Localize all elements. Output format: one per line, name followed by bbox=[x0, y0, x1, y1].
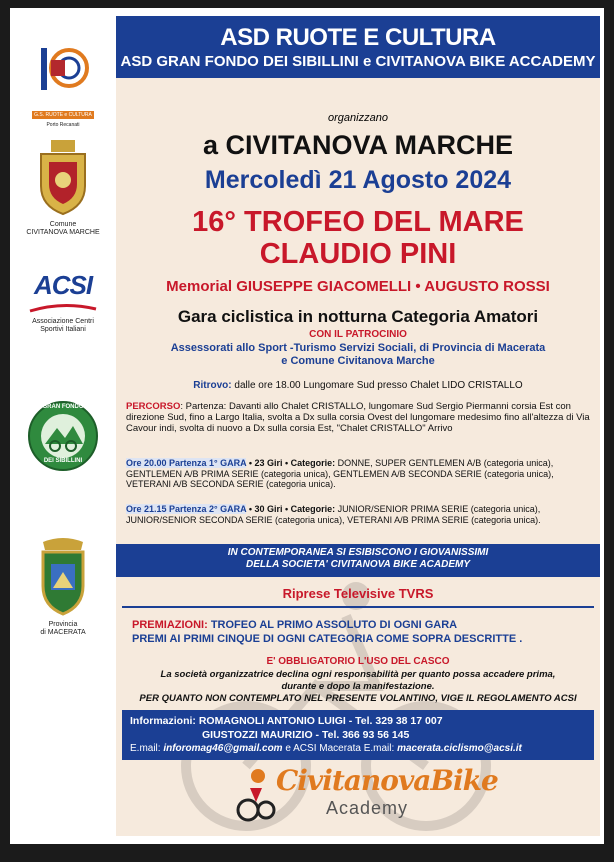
email-link-2[interactable]: macerata.ciclismo@acsi.it bbox=[397, 743, 522, 754]
comune-logo bbox=[10, 138, 116, 237]
disclaimer-line3: PER QUANTO NON CONTEMPLATO NEL PRESENTE VOLANTINO, VIGE IL REGOLAMENTO ACSI bbox=[139, 693, 577, 704]
gara2-paragraph bbox=[126, 504, 590, 525]
divider bbox=[122, 606, 594, 608]
academy-wordmark: Academy bbox=[326, 798, 409, 818]
premiazioni-label: PREMIAZIONI: bbox=[132, 619, 208, 631]
provincia-crest-icon bbox=[33, 536, 93, 616]
granfondo-top-text: GRAN FONDO bbox=[42, 404, 84, 410]
casco-warning: E' OBBLIGATORIO L'USO DEL CASCO bbox=[266, 656, 450, 667]
acsi-swoosh-icon bbox=[28, 303, 98, 313]
memorial-text: Memorial GIUSEPPE GIACOMELLI • AUGUSTO ROSSI bbox=[166, 278, 550, 295]
gara2-giri: • 30 Giri • bbox=[246, 504, 291, 514]
gara2-cat-label: Categorie: bbox=[290, 504, 336, 514]
header-banner bbox=[116, 16, 600, 78]
giovanissimi-line2: DELLA SOCIETA' CIVITANOVA BIKE ACADEMY bbox=[245, 559, 471, 570]
header-subtitle: ASD GRAN FONDO DEI SIBILLINI e CIVITANOVA BIKE ACCADEMY bbox=[120, 53, 596, 70]
trophy-title-line1: 16° TROFEO DEL MARE bbox=[192, 206, 524, 238]
acsi-caption: Associazione Centri Sportivi Italiani bbox=[32, 318, 94, 333]
header-title: ASD RUOTE E CULTURA bbox=[220, 24, 496, 51]
race-description: Gara ciclistica in notturna Categoria Amatori bbox=[177, 307, 539, 326]
ruote-cultura-logo bbox=[10, 38, 116, 129]
flyer-page bbox=[10, 8, 604, 844]
assessorati-line2: e Comune Civitanova Marche bbox=[281, 355, 435, 367]
ritrovo-line bbox=[116, 380, 600, 391]
event-date: Mercoledì 21 Agosto 2024 bbox=[204, 166, 512, 194]
percorso-text: : Partenza: Davanti allo Chalet CRISTALLO, lungomare Sud Sergio Piermanni corsia Est con direzione Sud, fino a Largo Italia, svolta a Dx sulla corsia Ovest del lungomare medesimo fino all'altezza di Via Cavour indi, svolta di nuovo a Dx sulla corsia Est, "Chalet CRISTALLO" Arrivo bbox=[126, 401, 590, 434]
info-label: Informazioni: bbox=[130, 715, 196, 727]
provincia-logo bbox=[10, 536, 116, 637]
info-contact1: ROMAGNOLI ANTONIO LUIGI - Tel. 329 38 17 007 bbox=[195, 715, 443, 727]
ritrovo-text: dalle ore 18.00 Lungomare Sud presso Chalet LIDO CRISTALLO bbox=[231, 380, 523, 391]
acsi-wordmark: ACSI bbox=[33, 270, 93, 300]
civitanova-bike-wordmark: CivitanovaBike bbox=[276, 764, 498, 797]
gara1-text: DONNE, SUPER GENTLEMEN A/B (categoria unica), GENTLEMEN A/B PRIMA SERIE (categoria unica), GENTLEMEN A/B SECONDA SERIE (categoria unica), VETERANI A/B SECONDA SERIE (categoria unica). bbox=[126, 458, 554, 489]
ruote-cultura-name: G.S. RUOTE e CULTURA bbox=[34, 112, 92, 118]
assessorati-line1: Assessorati allo Sport -Turismo Servizi Sociali, di Provincia di Macerata bbox=[170, 342, 546, 354]
city-title: a CIVITANOVA MARCHE bbox=[202, 130, 513, 160]
info-box bbox=[122, 710, 594, 760]
gara1-cat-label: Categorie: bbox=[290, 458, 336, 468]
civitanova-crest-icon bbox=[33, 138, 93, 216]
sponsor-sidebar bbox=[10, 8, 116, 844]
ritrovo-label: Ritrovo: bbox=[193, 380, 232, 391]
trophy-title-line2: CLAUDIO PINI bbox=[259, 238, 457, 270]
provincia-caption: Provincia di MACERATA bbox=[40, 621, 86, 636]
premiazioni-block bbox=[132, 618, 596, 646]
ruote-cultura-emblem-icon bbox=[33, 38, 93, 98]
email-link-1[interactable]: inforomag46@gmail.com bbox=[163, 743, 283, 754]
cyclist-mascot-icon bbox=[236, 768, 276, 822]
email-mid-text: e ACSI Macerata E.mail: bbox=[282, 743, 398, 754]
riprese-text: Riprese Televisive TVRS bbox=[282, 586, 434, 601]
gara2-text: JUNIOR/SENIOR PRIMA SERIE (categoria unica), JUNIOR/SENIOR SECONDA SERIE (categoria unica), VETERANI A/B PRIMA SERIE (categoria unica). bbox=[126, 504, 541, 525]
comune-caption: Comune CIVITANOVA MARCHE bbox=[26, 221, 100, 236]
patrocinio-label: CON IL PATROCINIO bbox=[309, 329, 407, 340]
ruote-cultura-location: Porto Recanati bbox=[46, 122, 80, 128]
main-panel bbox=[116, 16, 600, 836]
granfondo-bottom-text: DEI SIBILLINI bbox=[43, 458, 83, 464]
premiazioni-line1: TROFEO AL PRIMO ASSOLUTO DI OGNI GARA bbox=[207, 619, 458, 631]
email-label: E.mail: bbox=[130, 743, 164, 754]
gara1-paragraph bbox=[126, 458, 590, 490]
percorso-label: PERCORSO bbox=[126, 401, 181, 412]
organizzano-text: organizzano bbox=[328, 112, 388, 124]
civitanova-bike-logo bbox=[236, 764, 496, 826]
giovanissimi-line1: IN CONTEMPORANEA SI ESIBISCONO I GIOVANISSIMI bbox=[227, 547, 489, 558]
gara1-time: Ore 20.00 Partenza 1° GARA bbox=[126, 458, 247, 468]
percorso-paragraph bbox=[126, 401, 590, 434]
gara1-giri: • 23 Giri • bbox=[246, 458, 291, 468]
granfondo-logo bbox=[10, 400, 116, 477]
info-contact2: GIUSTOZZI MAURIZIO - Tel. 366 93 56 145 bbox=[202, 729, 410, 741]
disclaimer-line1: La società organizzatrice declina ogni responsabilità per quanto possa accadere prima, bbox=[160, 669, 556, 680]
disclaimer-line2: durante e dopo la manifestazione. bbox=[281, 681, 435, 692]
acsi-logo bbox=[10, 270, 116, 334]
giovanissimi-band bbox=[116, 544, 600, 577]
premiazioni-line2: PREMI AI PRIMI CINQUE DI OGNI CATEGORIA COME SOPRA DESCRITTE . bbox=[132, 633, 523, 645]
gara2-time: Ore 21.15 Partenza 2° GARA bbox=[126, 504, 247, 514]
disclaimer-block bbox=[116, 669, 600, 705]
